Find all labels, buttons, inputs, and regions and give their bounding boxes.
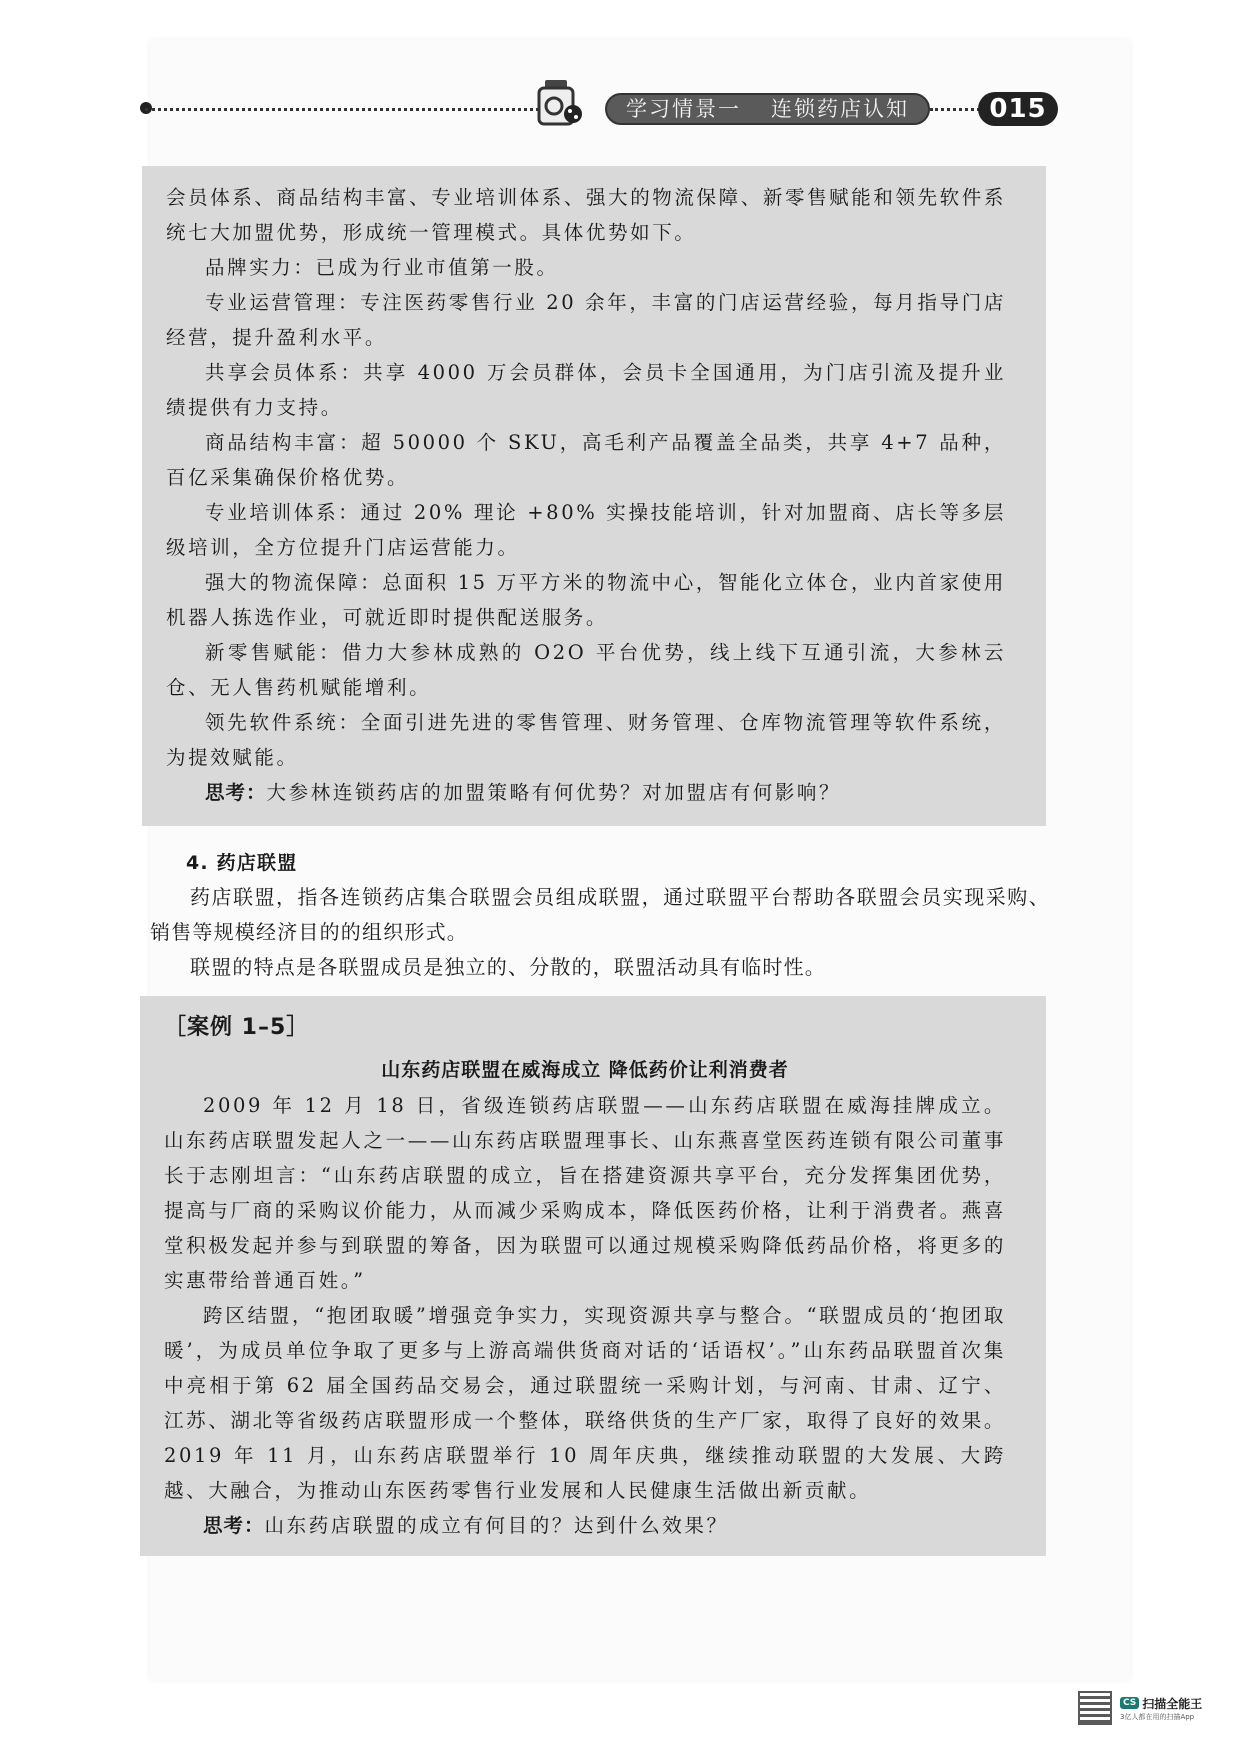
think-label: 思考： [205,781,267,804]
chapter-part-1: 学习情景一 [626,97,741,121]
case-headline: 山东药店联盟在威海成立 降低药价让利消费者 [381,1059,789,1081]
think-text: 山东药店联盟的成立有何目的？达到什么效果？ [264,1514,729,1537]
think-question [166,775,1006,810]
paragraph: 专业运营管理：专注医药零售行业 20 余年，丰富的门店运营经验，每月指导门店经营，提升盈利水平。 [166,291,1006,349]
scanner-watermark [1078,1680,1218,1736]
section-heading: 4. 药店联盟 [186,852,298,874]
paragraph: 强大的物流保障：总面积 15 万平方米的物流中心，智能化立体仓，业内首家使用机器人拣选作业，可就近即时提供配送服务。 [166,571,1006,629]
watermark-brand [1120,1695,1202,1712]
paragraph: 会员体系、商品结构丰富、专业培训体系、强大的物流保障、新零售赋能和领先软件系统七大加盟优势，形成统一管理模式。具体优势如下。 [166,186,1006,244]
paragraph: 2009 年 12 月 18 日，省级连锁药店联盟——山东药店联盟在威海挂牌成立。山东药店联盟发起人之一——山东药店联盟理事长、山东燕喜堂医药连锁有限公司董事长于志刚坦言：“山东药店联盟的成立，旨在搭建资源共享平台，充分发挥集团优势，提高与厂商的采购议价能力，从而减少采购成本，降低医药价格，让利于消费者。燕喜堂积极发起并参与到联盟的筹备，因为联盟可以通过规模采购降低药品价格，将更多的实惠带给普通百姓。” [164,1094,1006,1292]
think-text: 大参林连锁药店的加盟策略有何优势？对加盟店有何影响？ [266,781,842,804]
qr-code-icon [1078,1691,1112,1725]
page-number: 015 [978,92,1058,126]
paragraph: 跨区结盟，“抱团取暖”增强竞争实力，实现资源共享与整合。“联盟成员的‘抱团取暖’，为成员单位争取了更多与上游高端供货商对话的‘话语权’。”山东药品联盟首次集中亮相于第 62 届全国药品交易会，通过联盟统一采购计划，与河南、甘肃、辽宁、江苏、湖北等省级药店联盟形成一个整体，联络供货的生产厂家，取得了良好的效果。2019 年 11 月，山东药店联盟举行 10 周年庆典，继续推动联盟的大发展、大跨越、大融合，为推动山东医药零售行业发展和人民健康生活做出新贡献。 [164,1304,1006,1502]
medicine-bottle-icon [533,78,585,128]
case-box-2 [140,996,1046,1556]
cs-badge: CS [1120,1697,1139,1709]
paragraph: 新零售赋能：借力大参林成熟的 O2O 平台优势，线上线下互通引流，大参林云仓、无人售药机赋能增利。 [166,641,1006,699]
watermark-subtitle: 3亿人都在用的扫描App [1120,1712,1195,1721]
think-label: 思考： [203,1514,265,1537]
brand-name: 扫描全能王 [1142,1696,1203,1711]
paragraph: 商品结构丰富：超 50000 个 SKU，高毛利产品覆盖全品类，共享 4+7 品种，百亿采集确保价格优势。 [166,431,1006,489]
case-box-1 [142,166,1046,826]
paragraph: 药店联盟，指各连锁药店集合联盟会员组成联盟，通过联盟平台帮助各联盟会员实现采购、销售等规模经济目的的组织形式。 [150,885,1050,944]
watermark-text [1120,1695,1202,1722]
chapter-part-2: 连锁药店认知 [771,97,909,121]
header-dotted-line [145,108,545,111]
paragraph: 领先软件系统：全面引进先进的零售管理、财务管理、仓库物流管理等软件系统，为提效赋能。 [166,711,1006,769]
section-pharmacy-alliance [150,846,1050,985]
header-dotted-line-2 [930,108,980,111]
paragraph: 专业培训体系：通过 20% 理论 +80% 实操技能培训，针对加盟商、店长等多层级培训，全方位提升门店运营能力。 [166,501,1006,559]
case-label: ［案例 1–5］ [164,1015,310,1040]
chapter-title [605,93,930,125]
paragraph: 品牌实力：已成为行业市值第一股。 [205,256,559,279]
paragraph: 共享会员体系：共享 4000 万会员群体，会员卡全国通用，为门店引流及提升业绩提供有力支持。 [166,361,1006,419]
think-question [164,1508,1006,1543]
paragraph: 联盟的特点是各联盟成员是独立的、分散的，联盟活动具有临时性。 [190,955,826,979]
